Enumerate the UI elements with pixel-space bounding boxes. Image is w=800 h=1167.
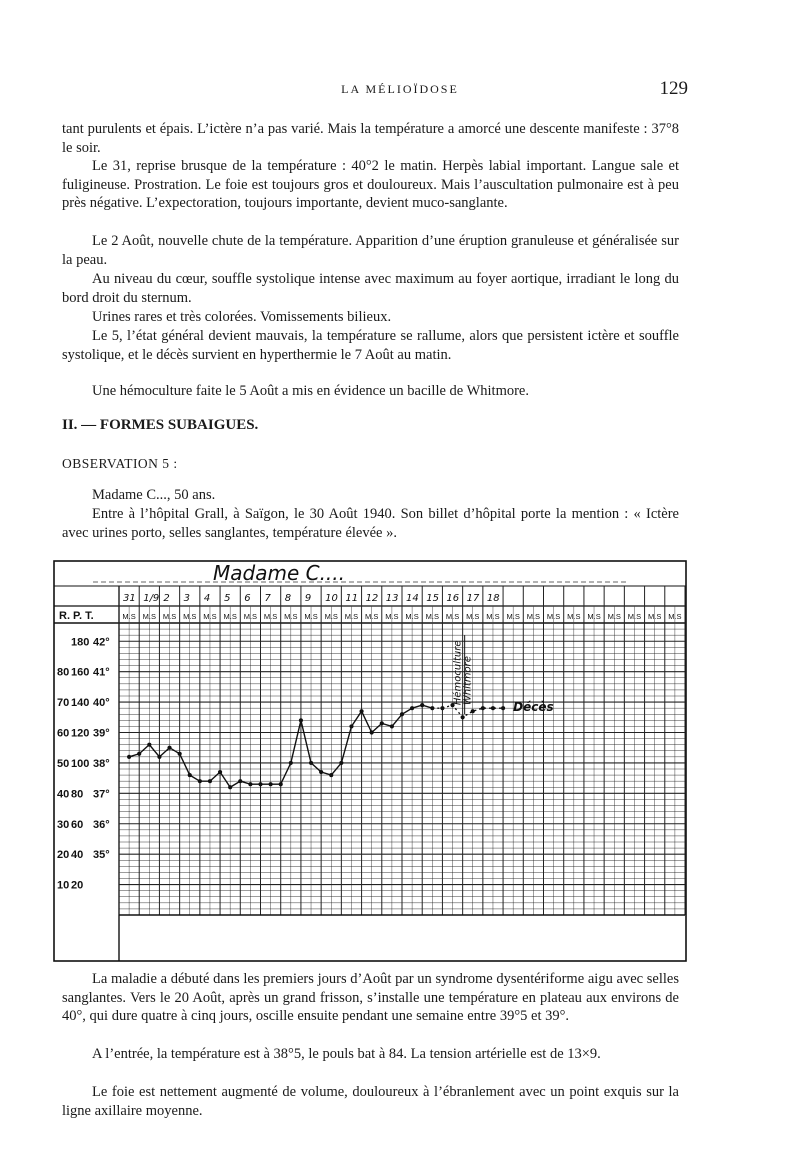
temp-scale-label: 35° [93,849,110,862]
ms-slot-label: M.S [324,612,338,621]
paragraph: Au niveau du cœur, souffle systolique intense avec maximum au foyer aortique, irradiant le long du bord droit du sternum. [62,271,679,306]
temperature-point [299,718,303,722]
temperature-point [430,706,434,710]
ms-slot-label: M.S [425,612,439,621]
day-label: 15 [426,593,439,604]
pulse-scale-label: 20 [71,879,84,892]
day-label: 16 [446,593,460,604]
day-label: 5 [224,593,231,604]
temperature-chart-svg [53,560,687,962]
resp-scale-label: 40 [57,788,70,801]
temperature-point [167,746,171,750]
temp-scale-label: 42° [93,636,110,649]
ms-slot-label: M.S [506,612,520,621]
pulse-scale-label: 100 [71,757,90,770]
temperature-point [188,773,192,777]
ms-slot-label: M.S [304,612,318,621]
paragraph: La maladie a débuté dans les premiers jours d’Août par un syndrome dysentériforme aigu avec selles sanglantes. Vers le 20 Août, après un grand frisson, s’installe une température en plateau aux environs de 40°, qui dure quatre à cinq jours, oscille ensuite pendant une semaine entre 39°5 et 39°. [62,971,679,1025]
temperature-point [178,752,182,756]
temperature-point [269,782,273,786]
temperature-point [198,779,202,783]
ms-slot-label: M.S [263,612,278,621]
temperature-point [481,706,485,710]
temperature-point [410,706,414,710]
temperature-point [218,770,222,774]
resp-scale-label: 10 [57,879,70,892]
ms-slot-label: M.S [567,612,581,621]
day-label: 14 [406,593,419,604]
temperature-point [491,706,495,710]
temperature-point [349,724,353,728]
day-label: 31 [123,593,136,604]
deces-annotation: Décès [513,700,554,715]
ms-slot-label: M.S [385,612,399,621]
pulse-scale-label: 140 [71,697,90,710]
temperature-point [461,715,465,719]
temp-scale-label: 41° [93,666,110,679]
running-header [0,80,800,102]
paragraph: Le 31, reprise brusque de la température : 40°2 le matin. Herpès labial important. Langue sale et fuligineuse. Prostration. Le foie est toujours gros et douloureux. Mais l’auscultation pulmonaire est à peu près négative. L’expectoration, toujours importante, devient muco-sanglante. [62,158,679,212]
pulse-scale-label: 180 [71,636,90,649]
ms-slot-label: M.S [365,612,379,621]
pulse-scale-label: 40 [71,849,84,862]
temperature-point [208,779,212,783]
temperature-point [147,743,151,747]
temp-scale-label: 39° [93,727,110,740]
temperature-point [309,761,313,765]
temp-scale-label: 36° [93,818,110,831]
temperature-point [137,752,141,756]
ms-slot-label: M.S [668,612,682,621]
temperature-point [359,709,363,713]
temperature-point [157,755,161,759]
resp-scale-label: 70 [57,697,70,710]
temperature-point [258,782,262,786]
ms-slot-label: M.S [122,612,136,621]
ms-slot-label: M.S [546,612,561,621]
vertical-annotation: Whitmore [462,656,474,706]
day-label: 13 [385,593,399,604]
day-label: 9 [304,593,312,604]
pulse-scale-label: 60 [71,818,84,831]
temperature-point [370,730,374,734]
temp-scale-label: 40° [93,697,110,710]
day-label: 11 [345,593,359,604]
ms-slot-label: M.S [203,612,217,621]
temperature-point [440,706,444,710]
resp-scale-label: 80 [57,666,70,679]
patient-line: Madame C..., 50 ans. [92,487,216,503]
chart-frame [54,561,686,961]
pulse-scale-label: 80 [71,788,84,801]
temp-scale-label: 37° [93,788,110,801]
ms-slot-label: M.S [648,612,662,621]
day-label: 17 [466,593,480,604]
temperature-point [329,773,333,777]
pulse-scale-label: 160 [71,666,90,679]
resp-scale-label: 50 [57,757,70,770]
day-label: 8 [284,593,292,604]
ms-slot-label: M.S [587,612,601,621]
day-label: 2 [163,593,170,604]
page-number: 129 [659,78,688,99]
chart-title: Madame C.... [213,561,346,585]
day-label: 7 [264,593,271,604]
temperature-point [420,703,424,707]
ms-slot-label: M.S [183,612,197,621]
running-title: LA MÉLIOÏDOSE [341,82,459,96]
day-label: 3 [183,593,191,604]
paragraph: Le 2 Août, nouvelle chute de la température. Apparition d’une éruption granuleuse et généralisée sur la peau. [62,233,679,268]
ms-slot-label: M.S [223,612,237,621]
resp-scale-label: 60 [57,727,70,740]
ms-slot-label: M.S [162,612,177,621]
temperature-point [471,709,475,713]
temperature-point [127,755,131,759]
paragraph: Une hémoculture faite le 5 Août a mis en évidence un bacille de Whitmore. [92,383,529,399]
temperature-point [289,761,293,765]
corner-label: R. P. T. [59,610,94,622]
ms-slot-label: M.S [627,612,642,621]
ms-slot-label: M.S [405,612,419,621]
temperature-point [319,770,323,774]
paragraph: tant purulents et épais. L’ictère n’a pas varié. Mais la température a amorcé une descente manifeste : 37°8 le soir. [62,121,679,156]
paragraph: A l’entrée, la température est à 38°5, le pouls bat à 84. La tension artérielle est de 13×9. [92,1046,601,1062]
temp-scale-label: 38° [93,757,110,770]
day-label: 12 [365,593,379,604]
temperature-point [339,761,343,765]
ms-slot-label: M.S [526,612,541,621]
ms-slot-label: M.S [607,612,621,621]
day-label: 4 [203,593,211,604]
temperature-point [501,706,505,710]
day-label: 6 [244,593,251,604]
vertical-annotation: Hémoculture [452,640,464,706]
resp-scale-label: 30 [57,818,70,831]
temperature-point [228,785,232,789]
temperature-chart [53,560,687,962]
temperature-point [380,721,384,725]
ms-slot-label: M.S [445,612,460,621]
temperature-point [238,779,242,783]
resp-scale-label: 20 [57,849,70,862]
pulse-scale-label: 120 [71,727,90,740]
temperature-point [248,782,252,786]
paragraph: Le foie est nettement augmenté de volume, douloureux à l’ébranlement avec un point exquis sur la ligne axillaire moyenne. [62,1084,679,1119]
intro-paragraph: Entre à l’hôpital Grall, à Saïgon, le 30 Août 1940. Son billet d’hôpital porte la mention : « Ictère avec urines porto, selles sanglantes, température élevée ». [62,506,679,541]
ms-slot-label: M.S [466,612,480,621]
day-label: 10 [325,593,338,604]
ms-slot-label: M.S [243,612,258,621]
ms-slot-label: M.S [284,612,298,621]
paragraph: Le 5, l’état général devient mauvais, la température se rallume, alors que persistent ictère et souffle systolique, et le décès survient en hyperthermie le 7 Août au matin. [62,328,679,363]
temperature-point [279,782,283,786]
section-heading: II. — FORMES SUBAIGUES. [62,417,259,433]
ms-slot-label: M.S [142,612,156,621]
paragraph: Urines rares et très colorées. Vomissements bilieux. [92,309,392,325]
day-label: 1/9 [143,593,160,604]
ms-slot-label: M.S [344,612,359,621]
ms-slot-label: M.S [486,612,500,621]
observation-label: OBSERVATION 5 : [62,456,178,471]
temperature-point [400,712,404,716]
temperature-point [390,724,394,728]
day-label: 18 [486,593,500,604]
